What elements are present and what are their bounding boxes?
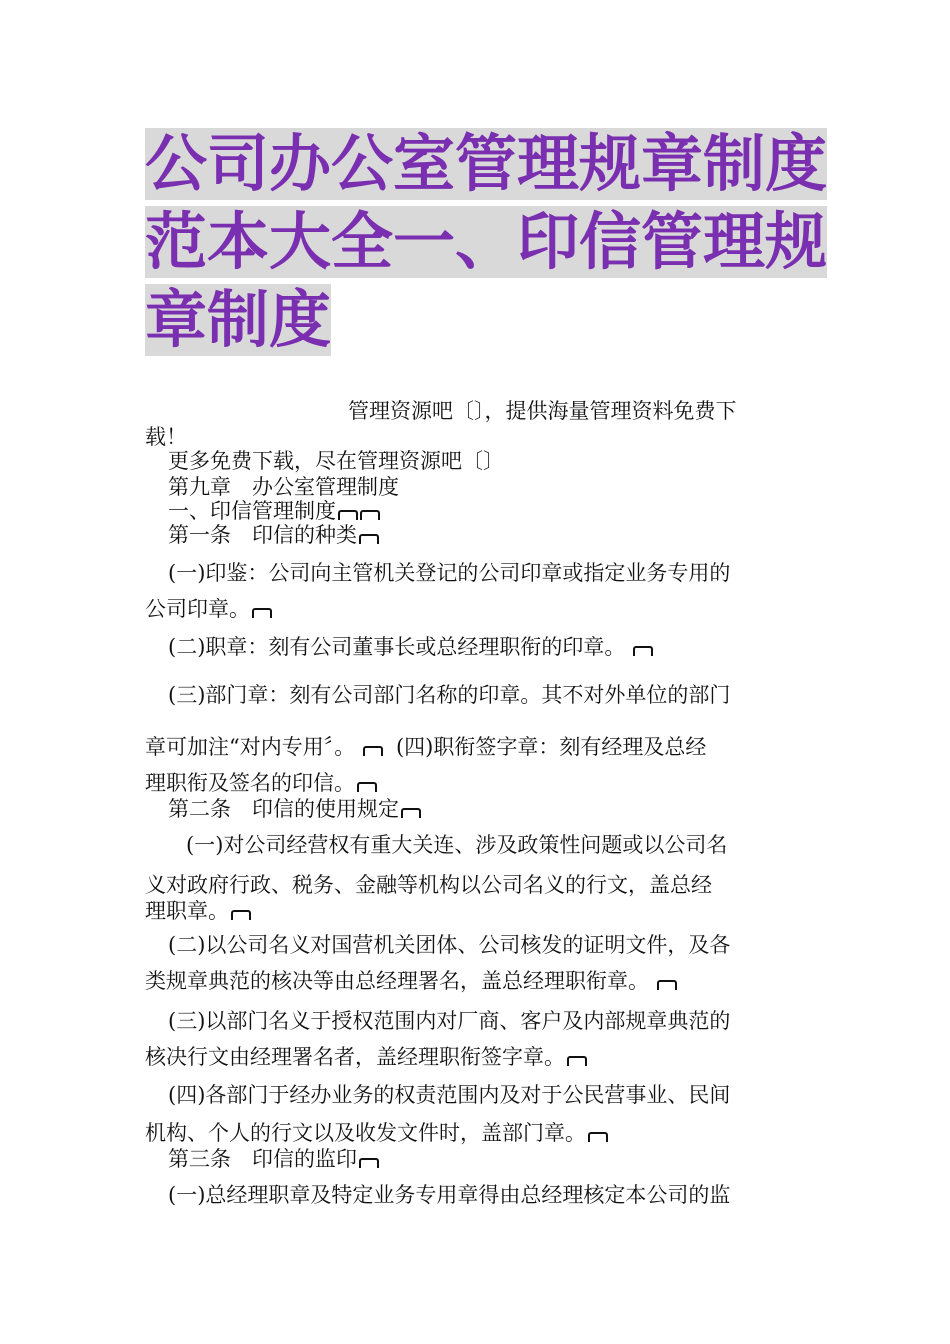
bracket-mark-icon (252, 608, 272, 618)
section-heading (168, 498, 833, 524)
bracket-mark-icon (363, 746, 383, 756)
article-1-heading (168, 522, 833, 548)
bracket-mark-icon (231, 910, 251, 920)
para-3-line-b (145, 734, 810, 760)
article-1-text: 第一条 印信的种类 (168, 523, 357, 547)
chapter-heading: 第九章 办公室管理制度 (168, 475, 399, 499)
para-3-line-a: (三)部门章：刻有公司部门名称的印章。其不对外单位的部门 (168, 683, 731, 707)
bracket-mark-icon (359, 534, 379, 544)
para-3-text-b2: (四)职衔签字章：刻有经理及总经 (395, 735, 707, 759)
para-1-text-b: 公司印章。 (145, 597, 250, 621)
para-7-line-b (145, 1120, 810, 1146)
bracket-mark-icon (338, 510, 358, 520)
article-3-text: 第三条 印信的监印 (168, 1147, 357, 1171)
para-6-line-a: (三)以部门名义于授权范围内对厂商、客户及内部规章典范的 (168, 1009, 731, 1033)
bracket-mark-icon (657, 980, 677, 990)
title-line-1: 公司办公室管理规章制度 (145, 127, 828, 200)
more-download-line: 更多免费下载，尽在管理资源吧〔〕 (168, 449, 504, 473)
bracket-mark-icon (357, 782, 377, 792)
bracket-mark-icon (567, 1056, 587, 1066)
para-7-line-a: (四)各部门于经办业务的权责范围内及对于公民营事业、民间 (168, 1083, 731, 1107)
article-2-text: 第二条 印信的使用规定 (168, 797, 399, 821)
intro-line-a: 管理资源吧〔〕，提供海量管理资料免费下 (348, 399, 737, 423)
document-title (145, 127, 828, 362)
para-3-text-b1: 章可加注“对内专用〞。 (145, 735, 356, 759)
para-4-line-c (145, 898, 810, 924)
para-6-line-b (145, 1044, 810, 1070)
para-1-line-a: (一)印鉴：公司向主管机关登记的公司印章或指定业务专用的 (168, 561, 731, 585)
para-7-text-b: 机构、个人的行文以及收发文件时，盖部门章。 (145, 1121, 586, 1145)
bracket-mark-icon (588, 1132, 608, 1142)
bracket-mark-icon (360, 510, 380, 520)
para-5-text-b: 类规章典范的核决等由总经理署名，盖总经理职衔章。 (145, 969, 649, 993)
bracket-mark-icon (633, 646, 653, 656)
para-4-line-b: 义对政府行政、税务、金融等机构以公司名义的行文，盖总经 (145, 873, 712, 897)
para-3-text-c: 理职衔及签名的印信。 (145, 771, 355, 795)
para-2-text: (二)职章：刻有公司董事长或总经理职衔的印章。 (168, 635, 626, 659)
para-1-line-b (145, 596, 810, 622)
para-5-line-b (145, 968, 810, 994)
article-2-heading (168, 796, 833, 822)
para-5-line-a: (二)以公司名义对国营机关团体、公司核发的证明文件，及各 (168, 933, 731, 957)
para-2 (168, 634, 833, 660)
para-4-text-c: 理职章。 (145, 899, 229, 923)
bracket-mark-icon (359, 1158, 379, 1168)
title-line-2: 范本大全一、印信管理规 (145, 205, 828, 278)
para-3-line-c (145, 770, 810, 796)
article-3-heading (168, 1146, 833, 1172)
title-line-3: 章制度 (145, 283, 332, 356)
bracket-mark-icon (401, 808, 421, 818)
section-heading-text: 一、印信管理制度 (168, 499, 336, 523)
para-4-line-a: (一)对公司经营权有重大关连、涉及政策性问题或以公司名 (186, 833, 728, 857)
intro-line-b: 载！ (145, 425, 187, 449)
para-6-text-b: 核决行文由经理署名者，盖经理职衔签字章。 (145, 1045, 565, 1069)
para-8-line-a: (一)总经理职章及特定业务专用章得由总经理核定本公司的监 (168, 1183, 731, 1207)
